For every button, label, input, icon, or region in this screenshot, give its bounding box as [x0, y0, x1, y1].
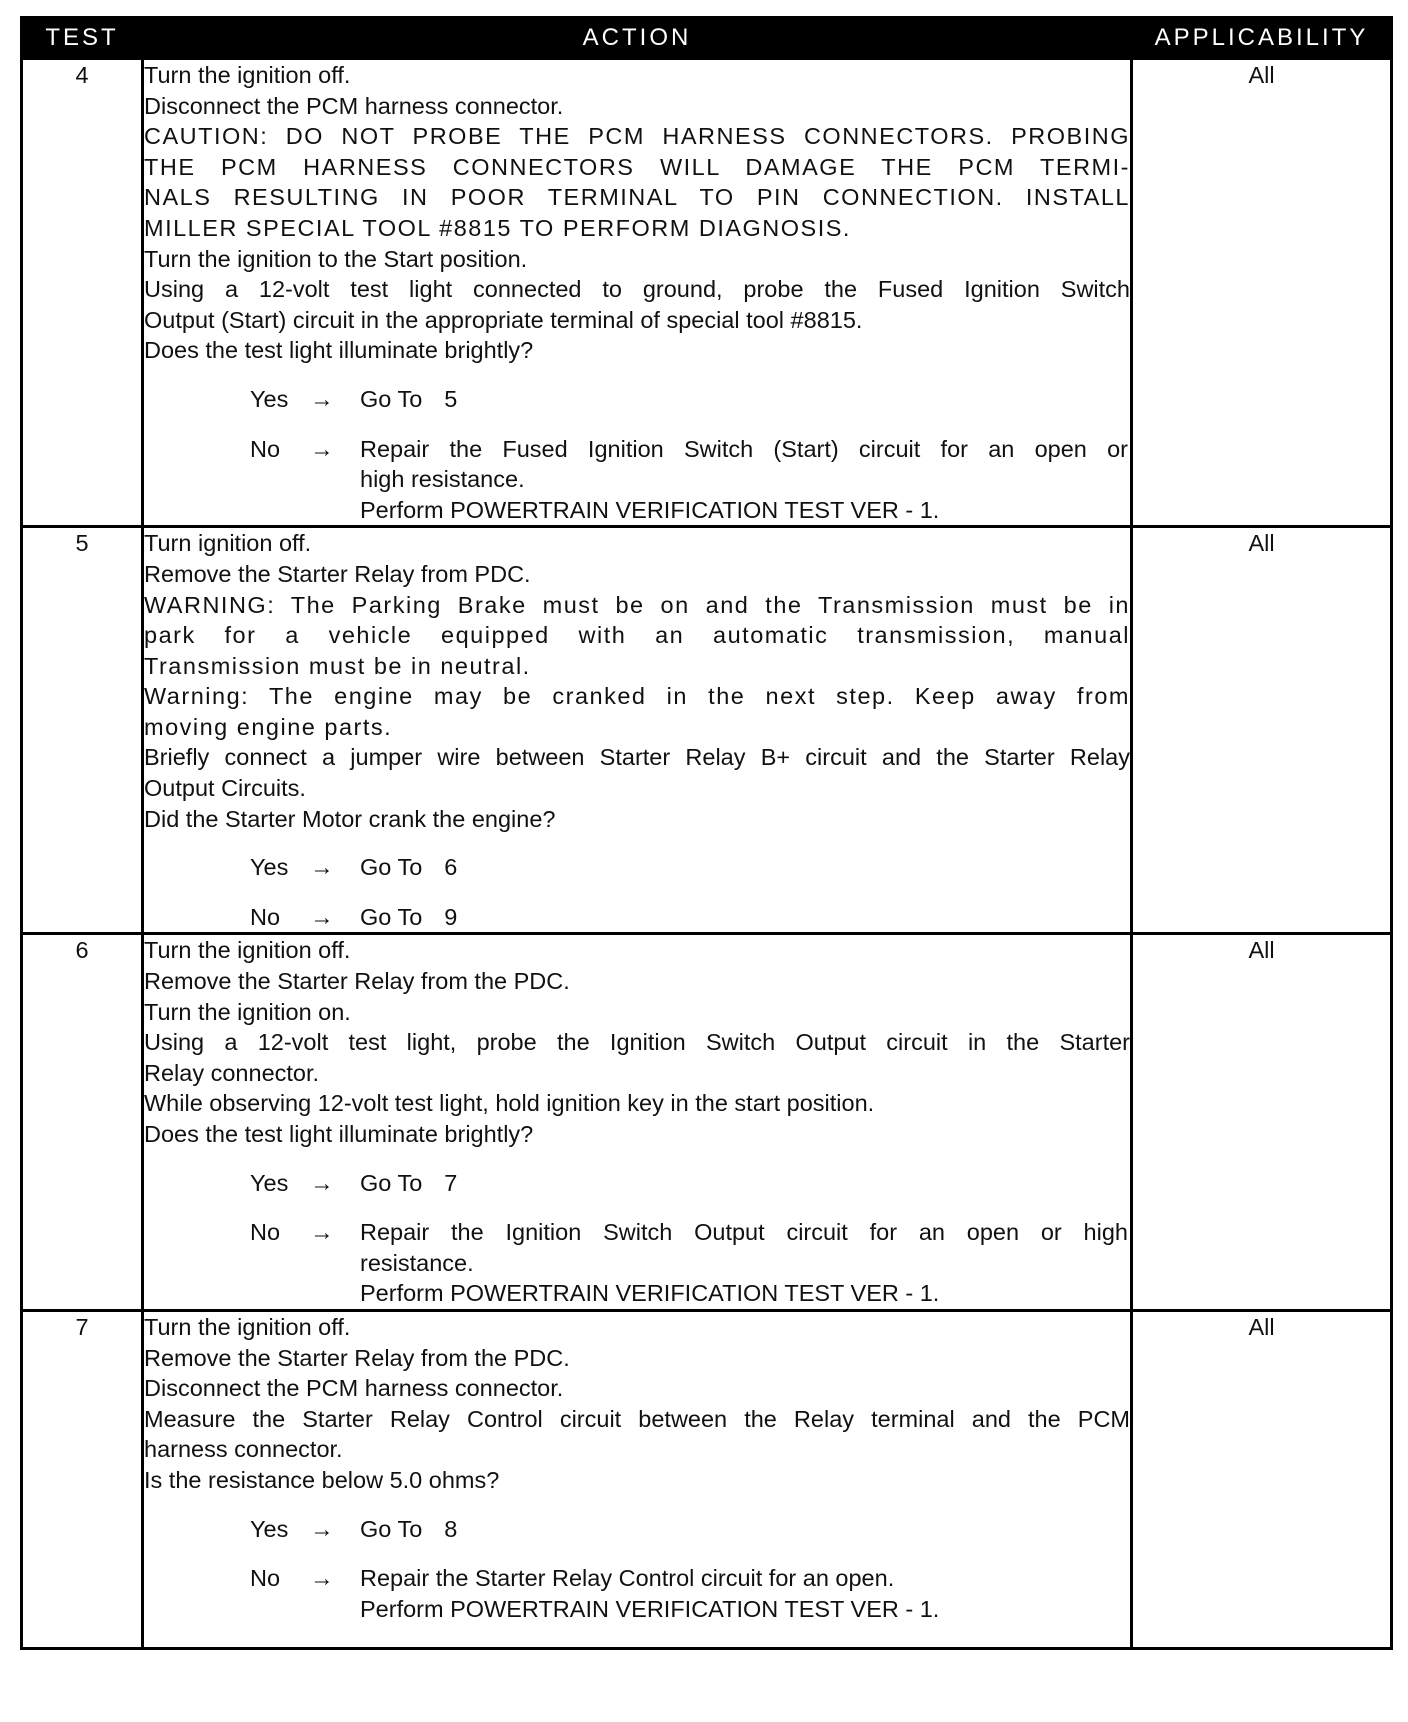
action-line: Using a 12-volt test light connected to ground, probe the Fused Ignition Switch: [144, 276, 1130, 303]
no-action-line: Perform POWERTRAIN VERIFICATION TEST VER - 1.: [360, 1595, 940, 1622]
goto-text: Go To: [360, 903, 423, 930]
yes-result: [250, 1168, 1130, 1199]
test-row: [22, 59, 1392, 527]
goto-number: 6: [444, 854, 458, 881]
action-line: Output Circuits.: [144, 775, 306, 802]
arrow-icon: →: [310, 1169, 334, 1196]
no-label: No: [250, 903, 281, 930]
question-line: Is the resistance below 5.0 ohms?: [144, 1466, 500, 1493]
no-action-line: Perform POWERTRAIN VERIFICATION TEST VER - 1.: [360, 1280, 940, 1307]
action-line: harness connector.: [144, 1436, 343, 1463]
test-number: 6: [22, 934, 143, 1311]
action-line: Remove the Starter Relay from PDC.: [144, 560, 531, 587]
arrow-icon: →: [310, 1515, 334, 1542]
warning-line: WARNING: The Parking Brake must be on and the Transmission must be in: [144, 591, 1130, 618]
yes-result: [250, 384, 1130, 415]
no-label: No: [250, 435, 281, 462]
applicability-cell: All: [1132, 59, 1392, 527]
no-result: [250, 1217, 1130, 1309]
goto-text: Go To: [360, 854, 423, 881]
action-cell: [143, 59, 1132, 527]
arrow-icon: →: [310, 903, 334, 930]
no-action-line: high resistance.: [360, 466, 525, 493]
yes-action: [360, 1168, 1130, 1199]
no-action-line: Repair the Ignition Switch Output circuit for an open or high: [360, 1219, 1128, 1246]
action-line: Using a 12-volt test light, probe the Ignition Switch Output circuit in the Starter: [144, 1029, 1130, 1056]
action-cell: [143, 934, 1132, 1311]
action-line: Turn ignition off.: [144, 530, 312, 557]
table-header-row: [22, 18, 1392, 59]
test-number: 4: [22, 59, 143, 527]
no-action-line: Repair the Starter Relay Control circuit for an open.: [360, 1565, 895, 1592]
question-line: Did the Starter Motor crank the engine?: [144, 805, 556, 832]
action-line: While observing 12-volt test light, hold ignition key in the start position.: [144, 1090, 875, 1117]
action-line: Turn the ignition on.: [144, 998, 351, 1025]
question-line: Does the test light illuminate brightly?: [144, 1121, 534, 1147]
test-row: [22, 1310, 1392, 1648]
warning-line: Warning: The engine may be cranked in the next step. Keep away from: [144, 683, 1130, 710]
action-line: Turn the ignition off.: [144, 937, 351, 964]
no-action: [360, 902, 1130, 933]
test-row: [22, 934, 1392, 1311]
no-result: [250, 434, 1130, 526]
arrow-icon: →: [310, 1219, 334, 1246]
no-action: [360, 1217, 1130, 1309]
yes-label: Yes: [250, 854, 289, 881]
caution-line: MILLER SPECIAL TOOL #8815 TO PERFORM DIAGNOSIS.: [144, 214, 851, 241]
action-line: Turn the ignition off.: [144, 62, 351, 88]
yes-result: [250, 1514, 1130, 1545]
no-action-line: Repair the Fused Ignition Switch (Start) circuit for an open or: [360, 435, 1128, 462]
action-line: Output (Start) circuit in the appropriate terminal of special tool #8815.: [144, 306, 863, 333]
action-line: Turn the ignition to the Start position.: [144, 245, 528, 272]
no-action: [360, 434, 1130, 526]
yes-action: [360, 384, 1130, 415]
header-applicability: APPLICABILITY: [1132, 18, 1392, 59]
warning-line: park for a vehicle equipped with an automatic transmission, manual: [144, 622, 1130, 649]
action-line: Relay connector.: [144, 1059, 320, 1086]
yes-label: Yes: [250, 1515, 289, 1542]
goto-number: 8: [444, 1515, 458, 1542]
action-line: Disconnect the PCM harness connector.: [144, 92, 564, 119]
arrow-icon: →: [310, 854, 334, 881]
action-line: Measure the Starter Relay Control circuit between the Relay terminal and the PCM: [144, 1405, 1130, 1432]
applicability-cell: All: [1132, 934, 1392, 1311]
no-action-line: Perform POWERTRAIN VERIFICATION TEST VER - 1.: [360, 496, 940, 523]
yes-label: Yes: [250, 385, 289, 412]
caution-line: CAUTION: DO NOT PROBE THE PCM HARNESS CONNECTORS. PROBING: [144, 123, 1130, 150]
no-label: No: [250, 1219, 281, 1246]
no-result: [250, 902, 1130, 933]
arrow-icon: →: [310, 435, 334, 462]
no-result: [250, 1563, 1130, 1624]
yes-label: Yes: [250, 1169, 289, 1196]
action-line: Turn the ignition off.: [144, 1313, 351, 1340]
test-row: [22, 527, 1392, 934]
diagnostic-test-table: [20, 16, 1393, 1650]
goto-number: 5: [444, 385, 458, 412]
action-line: Remove the Starter Relay from the PDC.: [144, 968, 570, 995]
yes-result: [250, 852, 1130, 883]
goto-number: 9: [444, 903, 458, 930]
goto-number: 7: [444, 1169, 458, 1196]
applicability-cell: All: [1132, 527, 1392, 934]
arrow-icon: →: [310, 385, 334, 412]
action-cell: [143, 1310, 1132, 1648]
action-cell: [143, 527, 1132, 934]
no-action: [360, 1563, 1130, 1624]
caution-line: NALS RESULTING IN POOR TERMINAL TO PIN CONNECTION. INSTALL: [144, 184, 1130, 211]
action-line: Disconnect the PCM harness connector.: [144, 1375, 564, 1402]
header-test: TEST: [22, 18, 143, 59]
warning-line: Transmission must be in neutral.: [144, 652, 531, 679]
goto-text: Go To: [360, 1515, 423, 1542]
warning-line: moving engine parts.: [144, 713, 393, 740]
no-action-line: resistance.: [360, 1249, 474, 1276]
applicability-cell: All: [1132, 1310, 1392, 1648]
action-line: Remove the Starter Relay from the PDC.: [144, 1344, 570, 1371]
caution-line: THE PCM HARNESS CONNECTORS WILL DAMAGE THE PCM TERMI-: [144, 153, 1130, 180]
yes-action: [360, 1514, 1130, 1545]
test-number: 7: [22, 1310, 143, 1648]
arrow-icon: →: [310, 1565, 334, 1592]
header-action: ACTION: [143, 18, 1132, 59]
action-line: Briefly connect a jumper wire between Starter Relay B+ circuit and the Starter Relay: [144, 744, 1130, 771]
goto-text: Go To: [360, 385, 423, 412]
yes-action: [360, 852, 1130, 883]
no-label: No: [250, 1565, 281, 1592]
test-number: 5: [22, 527, 143, 934]
question-line: Does the test light illuminate brightly?: [144, 337, 534, 364]
goto-text: Go To: [360, 1169, 423, 1196]
